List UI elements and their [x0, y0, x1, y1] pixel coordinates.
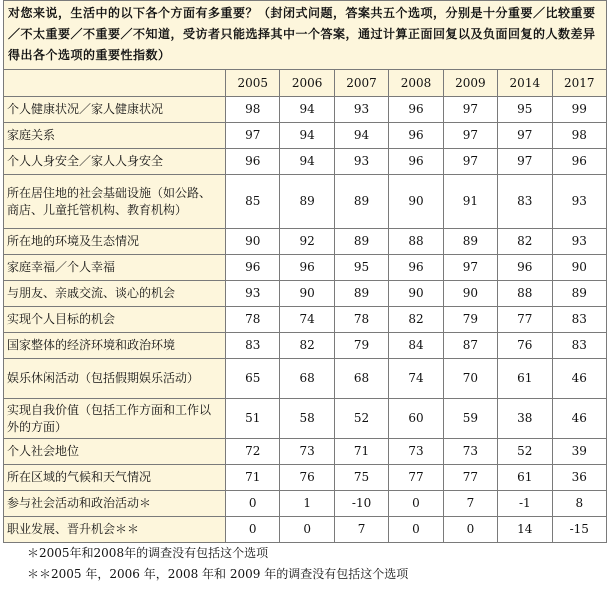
table-cell: 96: [389, 149, 443, 175]
column-header-year: 2009: [443, 70, 497, 97]
table-cell: 93: [334, 149, 388, 175]
footnote: ＊2005年和2008年的调查没有包括这个选项: [27, 546, 269, 560]
row-label: 所在地的环境及生态情况: [4, 229, 226, 255]
table-row: [4, 175, 607, 229]
table-cell: 93: [552, 175, 606, 229]
table-cell: 79: [443, 307, 497, 333]
table-cell: 72: [226, 439, 280, 465]
row-label: 个人健康状况／家人健康状况: [4, 97, 226, 123]
table-cell: 93: [552, 229, 606, 255]
table-cell: 14: [498, 517, 552, 543]
table-cell: 97: [443, 123, 497, 149]
table-cell: 95: [498, 97, 552, 123]
table-cell: 96: [389, 123, 443, 149]
table-cell: 97: [443, 149, 497, 175]
table-cell: 96: [389, 255, 443, 281]
table-cell: 78: [226, 307, 280, 333]
footnotes: [3, 543, 607, 585]
table-cell: 93: [226, 281, 280, 307]
table-cell: 96: [552, 149, 606, 175]
table-cell: 70: [443, 359, 497, 399]
table-cell: 46: [552, 359, 606, 399]
table-cell: 97: [226, 123, 280, 149]
row-label: 家庭幸福／个人幸福: [4, 255, 226, 281]
table-cell: 96: [498, 255, 552, 281]
table-cell: 8: [552, 491, 606, 517]
table-row: [4, 307, 607, 333]
table-cell: 90: [552, 255, 606, 281]
table-cell: 0: [443, 517, 497, 543]
table-cell: 90: [389, 175, 443, 229]
table-cell: 84: [389, 333, 443, 359]
table-cell: -15: [552, 517, 606, 543]
table-cell: 73: [443, 439, 497, 465]
table-cell: 77: [389, 465, 443, 491]
table-row: [4, 149, 607, 175]
table-row: [4, 255, 607, 281]
table-cell: 0: [226, 517, 280, 543]
column-header-year: 2014: [498, 70, 552, 97]
table-cell: 89: [334, 281, 388, 307]
survey-figure: [3, 0, 607, 585]
header-row: [4, 70, 607, 97]
table-cell: 93: [334, 97, 388, 123]
table-cell: 71: [334, 439, 388, 465]
table-cell: 96: [280, 255, 334, 281]
table-cell: 97: [498, 149, 552, 175]
row-label: 个人人身安全／家人人身安全: [4, 149, 226, 175]
column-header-year: 2017: [552, 70, 606, 97]
table-cell: 98: [552, 123, 606, 149]
table-cell: 39: [552, 439, 606, 465]
table-cell: 98: [226, 97, 280, 123]
row-label: 参与社会活动和政治活动＊: [4, 491, 226, 517]
table-cell: 59: [443, 399, 497, 439]
row-label: 家庭关系: [4, 123, 226, 149]
table-cell: 52: [334, 399, 388, 439]
table-cell: 73: [280, 439, 334, 465]
column-header-year: 2005: [226, 70, 280, 97]
table-cell: 88: [389, 229, 443, 255]
table-cell: 94: [280, 149, 334, 175]
table-cell: 99: [552, 97, 606, 123]
table-cell: 51: [226, 399, 280, 439]
table-cell: 58: [280, 399, 334, 439]
table-cell: 76: [498, 333, 552, 359]
column-header-year: 2008: [389, 70, 443, 97]
table-cell: 94: [334, 123, 388, 149]
table-body: [4, 97, 607, 543]
table-cell: 46: [552, 399, 606, 439]
table-cell: 71: [226, 465, 280, 491]
row-label: 与朋友、亲戚交流、谈心的机会: [4, 281, 226, 307]
table-cell: 77: [498, 307, 552, 333]
table-cell: 91: [443, 175, 497, 229]
table-cell: 87: [443, 333, 497, 359]
header-corner: [4, 70, 226, 97]
table-cell: 0: [389, 491, 443, 517]
table-cell: 97: [443, 255, 497, 281]
row-label: 实现自我价值（包括工作方面和工作以外的方面）: [4, 399, 226, 439]
row-label: 娱乐休闲活动（包括假期娱乐活动）: [4, 359, 226, 399]
table-cell: 60: [389, 399, 443, 439]
table-cell: 95: [334, 255, 388, 281]
table-cell: 96: [389, 97, 443, 123]
table-row: [4, 491, 607, 517]
table-row: [4, 229, 607, 255]
table-cell: 89: [280, 175, 334, 229]
table-cell: 85: [226, 175, 280, 229]
table-cell: 36: [552, 465, 606, 491]
table-row: [4, 399, 607, 439]
table-cell: 89: [334, 229, 388, 255]
table-cell: 97: [498, 123, 552, 149]
table-cell: 89: [334, 175, 388, 229]
table-row: [4, 517, 607, 543]
table-cell: 90: [226, 229, 280, 255]
table-cell: 97: [443, 97, 497, 123]
table-row: [4, 465, 607, 491]
table-row: [4, 439, 607, 465]
table-cell: 0: [280, 517, 334, 543]
table-cell: 82: [280, 333, 334, 359]
table-cell: 75: [334, 465, 388, 491]
table-cell: -10: [334, 491, 388, 517]
table-cell: 82: [389, 307, 443, 333]
table-cell: 83: [226, 333, 280, 359]
table-cell: 90: [280, 281, 334, 307]
table-cell: 89: [552, 281, 606, 307]
row-label: 国家整体的经济环境和政治环境: [4, 333, 226, 359]
table-cell: 68: [280, 359, 334, 399]
row-label: 所在区域的气候和天气情况: [4, 465, 226, 491]
row-label: 实现个人目标的机会: [4, 307, 226, 333]
importance-index-table: [3, 0, 607, 543]
table-cell: -1: [498, 491, 552, 517]
table-cell: 79: [334, 333, 388, 359]
row-label: 所在居住地的社会基础设施（如公路、商店、儿童托管机构、教育机构）: [4, 175, 226, 229]
table-row: [4, 281, 607, 307]
table-cell: 73: [389, 439, 443, 465]
row-label: 个人社会地位: [4, 439, 226, 465]
table-cell: 82: [498, 229, 552, 255]
table-cell: 90: [443, 281, 497, 307]
table-cell: 83: [552, 333, 606, 359]
table-row: [4, 97, 607, 123]
table-cell: 74: [389, 359, 443, 399]
table-cell: 7: [334, 517, 388, 543]
table-cell: 61: [498, 465, 552, 491]
table-cell: 61: [498, 359, 552, 399]
table-cell: 96: [226, 149, 280, 175]
table-cell: 0: [226, 491, 280, 517]
table-cell: 92: [280, 229, 334, 255]
table-cell: 90: [389, 281, 443, 307]
table-cell: 88: [498, 281, 552, 307]
table-cell: 78: [334, 307, 388, 333]
table-cell: 96: [226, 255, 280, 281]
table-cell: 0: [389, 517, 443, 543]
table-cell: 76: [280, 465, 334, 491]
table-caption: 对您来说，生活中的以下各个方面有多重要？（封闭式问题，答案共五个选项，分别是十分重要／比较重要／不太重要／不重要／不知道，受访者只能选择其中一个答案，通过计算正面回复以及负面回复的人数差异得出各个选项的重要性指数）: [4, 1, 607, 70]
table-cell: 94: [280, 97, 334, 123]
table-cell: 38: [498, 399, 552, 439]
table-row: [4, 123, 607, 149]
table-cell: 7: [443, 491, 497, 517]
column-header-year: 2006: [280, 70, 334, 97]
table-row: [4, 359, 607, 399]
table-cell: 89: [443, 229, 497, 255]
caption-row: [4, 1, 607, 70]
table-cell: 83: [552, 307, 606, 333]
column-header-year: 2007: [334, 70, 388, 97]
table-cell: 74: [280, 307, 334, 333]
table-cell: 1: [280, 491, 334, 517]
table-cell: 65: [226, 359, 280, 399]
table-cell: 68: [334, 359, 388, 399]
table-cell: 94: [280, 123, 334, 149]
footnote: ＊＊2005 年，2006 年，2008 年和 2009 年的调查没有包括这个选项: [27, 567, 409, 581]
table-cell: 77: [443, 465, 497, 491]
row-label: 职业发展、晋升机会＊＊: [4, 517, 226, 543]
table-cell: 83: [498, 175, 552, 229]
table-cell: 52: [498, 439, 552, 465]
table-row: [4, 333, 607, 359]
